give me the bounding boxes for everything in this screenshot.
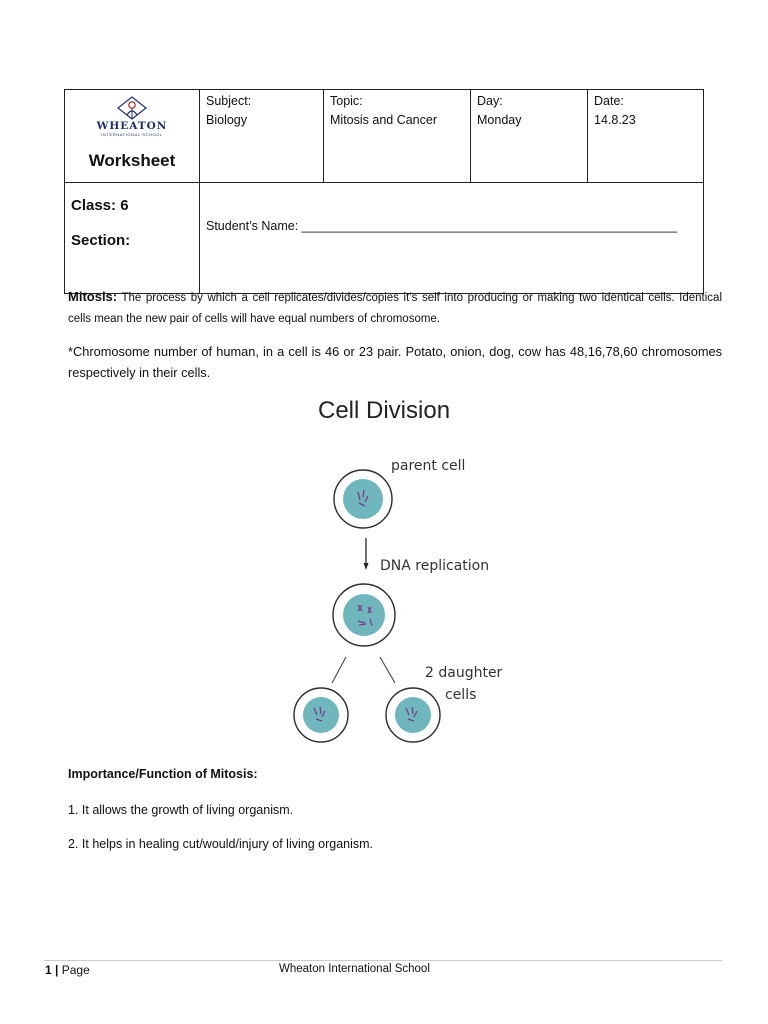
arrow-right-icon: [380, 657, 395, 683]
cell-division-figure: [288, 395, 518, 745]
day-cell: [471, 90, 588, 183]
daughter-cell-left-icon: [294, 688, 348, 742]
importance-point-2: 2. It helps in healing cut/would/injury of living organism.: [68, 837, 374, 851]
label-daughter-line1: 2 daughter: [425, 665, 503, 681]
mitosis-definition-text: The process by which a cell replicates/divides/copies it’s self into producing or making two identical cells. Identical cells mean the new pair of cells will have equal numbers of chromosome.: [68, 292, 722, 325]
label-dna-replication: DNA replication: [380, 558, 490, 574]
arrow-left-icon: [332, 657, 346, 683]
footer-school-name: Wheaton International School: [279, 963, 430, 975]
importance-point-1: 1. It allows the growth of living organism.: [68, 803, 294, 817]
label-parent-cell: parent cell: [391, 458, 466, 474]
topic-cell: [324, 90, 471, 183]
footer-divider: [44, 960, 722, 961]
logo-wordmark: WHEATON: [96, 120, 168, 132]
worksheet-title: Worksheet: [88, 151, 176, 170]
arrow-down-icon: [364, 538, 369, 570]
label-daughter-line2: cells: [445, 687, 477, 703]
section-label: Section:: [71, 232, 131, 249]
daughter-cell-right-icon: [386, 688, 440, 742]
chromosome-note: *Chromosome number of human, in a cell is 46 or 23 pair. Potato, onion, dog, cow has 48,16,78,60 chromosomes respectively in their cells.: [68, 344, 722, 380]
student-name-field[interactable]: Student’s Name: ______________________________________________________: [206, 219, 678, 233]
class-section-cell: [65, 183, 200, 294]
replicated-cell-icon: [333, 584, 395, 646]
class-label: Class: 6: [71, 197, 129, 214]
date-value: 14.8.23: [594, 113, 636, 127]
page-number: 1: [45, 963, 52, 977]
parent-cell-icon: [334, 470, 392, 528]
student-name-cell: [200, 183, 704, 294]
subject-value: Biology: [206, 113, 247, 127]
mitosis-term: Mitosis:: [68, 289, 118, 304]
figure-title: Cell Division: [318, 397, 451, 424]
mitosis-definition: [68, 286, 722, 330]
topic-value: Mitosis and Cancer: [330, 113, 437, 127]
date-cell: [588, 90, 704, 183]
logo-subtext: INTERNATIONAL SCHOOL: [101, 132, 163, 137]
header-table: [64, 89, 704, 294]
footer-page-number: [45, 963, 90, 977]
page-label: Page: [61, 963, 90, 977]
topic-label: Topic:: [330, 94, 363, 108]
day-label: Day:: [477, 94, 503, 108]
date-label: Date:: [594, 94, 624, 108]
page-separator: |: [51, 963, 62, 977]
day-value: Monday: [477, 113, 522, 127]
subject-cell: [200, 90, 324, 183]
subject-label: Subject:: [206, 94, 252, 108]
logo-cell: [65, 90, 200, 183]
school-crest-icon: [115, 95, 149, 121]
importance-heading: Importance/Function of Mitosis:: [68, 767, 258, 781]
